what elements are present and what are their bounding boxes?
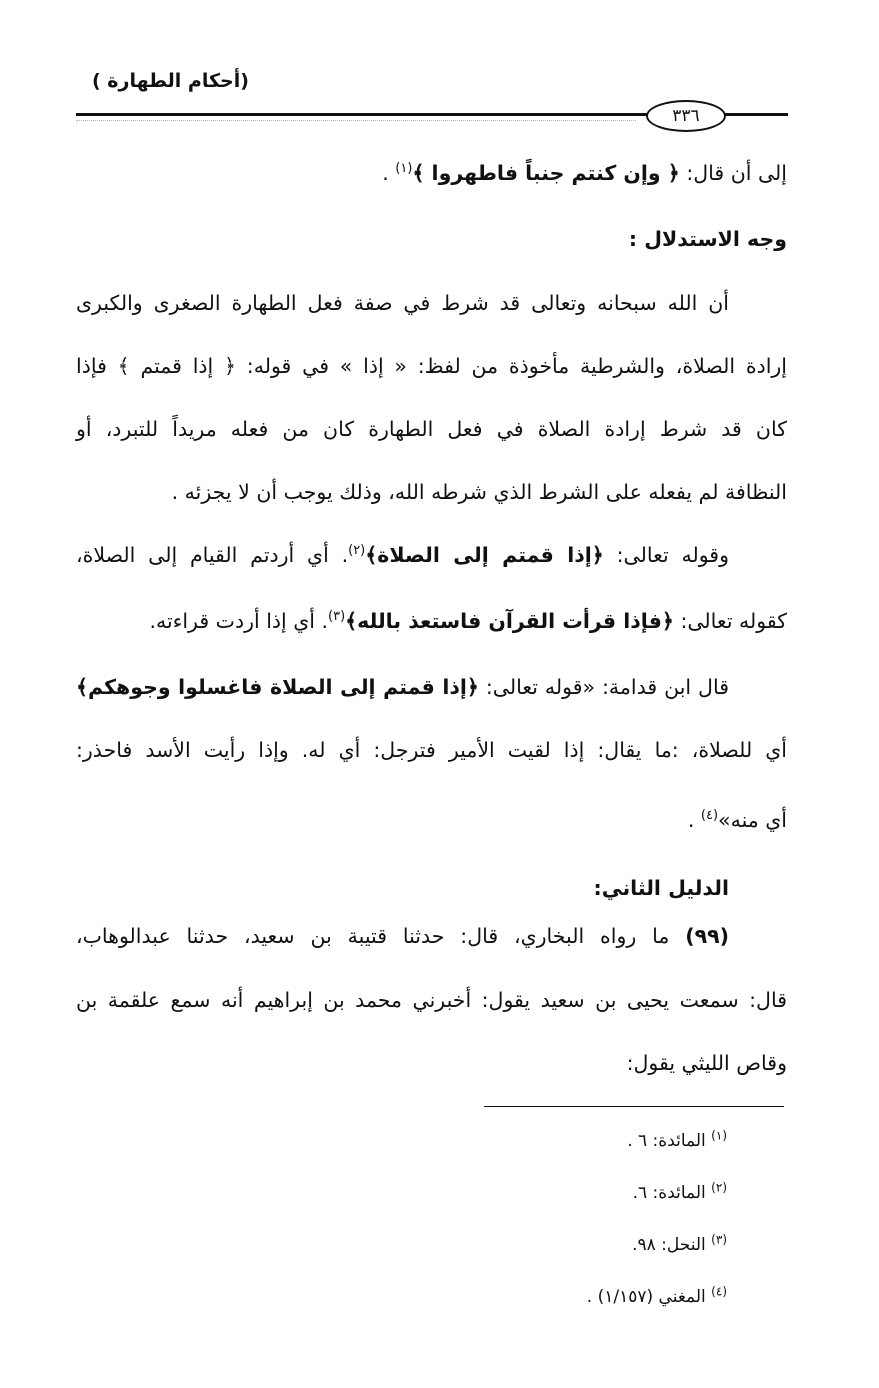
text-segment: ما رواه البخاري، قال: حدثنا قتيبة بن سعيد، حدثنا عبدالوهاب، <box>76 924 686 948</box>
footnote-text: المغني (١/١٥٧) . <box>586 1287 712 1307</box>
footnote-separator <box>484 1106 784 1107</box>
footnote-number: (١) <box>711 1128 727 1143</box>
hadith-number: (٩٩) <box>685 924 729 948</box>
page-number: ٣٣٦ <box>646 100 726 132</box>
section-heading-inference: وجه الاستدلال : <box>628 227 787 251</box>
paragraph-1-line-2: إرادة الصلاة، والشرطية مأخوذة من لفظ: « إذا » في قوله: ﴿ إذا قمتم ﴾ فإذا <box>76 354 787 378</box>
paragraph-5-line-1 <box>76 921 729 951</box>
footnote-ref: (١) <box>395 161 413 177</box>
footnote-2 <box>633 1180 727 1206</box>
paragraph-1-line-4: النظافة لم يفعله على الشرط الذي شرطه الله، وذلك يوجب أن لا يجزئه . <box>171 480 787 504</box>
paragraph-3-line-1 <box>76 606 787 636</box>
running-title: (أحكام الطهارة ) <box>92 70 249 92</box>
text-segment: . <box>382 161 396 185</box>
footnote-number: (٣) <box>711 1232 727 1247</box>
text-segment: . <box>687 808 701 832</box>
quran-quote: ﴿إذا قمتم إلى الصلاة﴾ <box>365 543 604 567</box>
paragraph-1-line-1: أن الله سبحانه وتعالى قد شرط في صفة فعل الطهارة الصغرى والكبرى <box>76 291 729 315</box>
paragraph-1-line-3: كان قد شرط إرادة الصلاة في فعل الطهارة كان من فعله مريداً للتبرد، أو <box>76 417 787 441</box>
section-heading-evidence-2: الدليل الثاني: <box>593 876 729 900</box>
footnote-ref: (٤) <box>700 808 719 824</box>
footnote-1 <box>627 1128 727 1154</box>
text-segment: قال ابن قدامة: «قوله تعالى: <box>478 675 729 699</box>
text-segment: . أي إذا أردت قراءته. <box>149 609 329 633</box>
body-line-1 <box>76 158 787 188</box>
footnote-number: (٤) <box>711 1284 727 1299</box>
header-dotted-rule <box>76 120 636 123</box>
text-segment: كقوله تعالى: <box>673 609 787 633</box>
paragraph-5-line-2: قال: سمعت يحيى بن سعيد يقول: أخبرني محمد بن إبراهيم أنه سمع علقمة بن <box>76 988 787 1012</box>
quran-quote: ﴿ وإن كنتم جنباً فاطهروا ﴾ <box>412 161 680 185</box>
footnote-3 <box>632 1232 727 1258</box>
footnote-ref: (٢) <box>348 543 366 559</box>
footnote-number: (٢) <box>711 1180 727 1195</box>
text-segment: أي منه» <box>718 808 787 832</box>
paragraph-4-line-3 <box>76 805 787 835</box>
footnote-text: النحل: ٩٨. <box>632 1235 712 1255</box>
quran-quote: ﴿فإذا قرأت القرآن فاستعذ بالله﴾ <box>345 609 674 633</box>
text-segment: . أي أردتم القيام إلى الصلاة، <box>76 543 349 567</box>
footnote-text: المائدة: ٦. <box>632 1183 712 1203</box>
footnote-text: المائدة: ٦ . <box>627 1131 712 1151</box>
paragraph-2-line-1 <box>76 540 729 570</box>
paragraph-5-line-3: وقاص الليثي يقول: <box>626 1051 787 1075</box>
paragraph-4-line-1 <box>76 672 729 702</box>
text-segment: وقوله تعالى: <box>603 543 729 567</box>
quran-quote: ﴿إذا قمتم إلى الصلاة فاغسلوا وجوهكم﴾ <box>76 675 479 699</box>
text-segment: إلى أن قال: <box>679 161 787 185</box>
footnote-4 <box>587 1284 727 1310</box>
paragraph-4-line-2: أي للصلاة، :ما يقال: إذا لقيت الأمير فترجل: أي له. وإذا رأيت الأسد فاحذر: <box>76 738 787 762</box>
footnote-ref: (٣) <box>328 609 346 625</box>
